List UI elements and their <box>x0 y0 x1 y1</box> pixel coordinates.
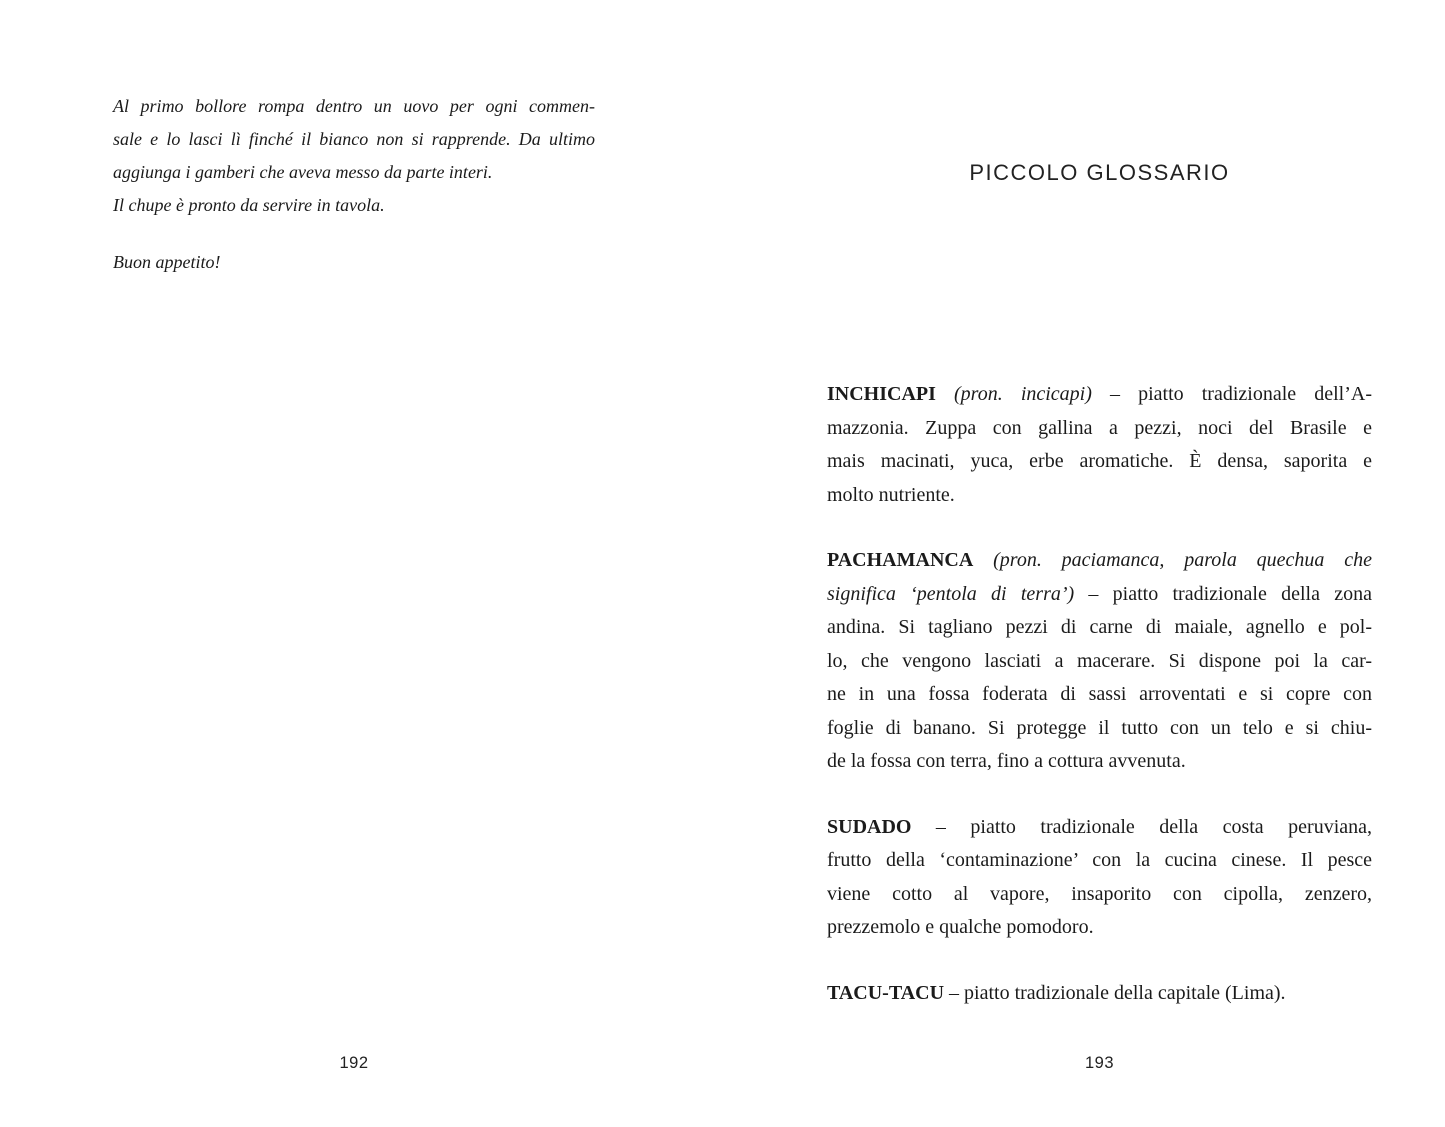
text-line: andina. Si tagliano pezzi di carne di maiale, agnello e pol- <box>827 616 1372 638</box>
page-number-right: 193 <box>1084 1054 1115 1072</box>
text-line: frutto della ‘contaminazione’ con la cucina cinese. Il pesce <box>827 849 1372 871</box>
text-line: lo, che vengono lasciati a macerare. Si dispone poi la car- <box>827 649 1372 672</box>
text-line: molto nutriente. <box>827 483 955 506</box>
text-line: Al primo bollore rompa dentro un uovo per ogni commen- <box>113 96 595 116</box>
page-number-left: 192 <box>339 1054 369 1072</box>
text-line: TACU-TACU – piatto tradizionale della capitale (Lima). <box>827 981 1286 1004</box>
text-line: de la fossa con terra, fino a cottura avvenuta. <box>827 750 1186 772</box>
text-line: sale e lo lasci lì finché il bianco non si rapprende. Da ultimo <box>113 129 595 149</box>
recipe-instructions-paragraph <box>113 90 595 189</box>
text-line: significa ‘pentola di terra’) – piatto tradizionale della zona <box>827 582 1372 605</box>
glossary-entries <box>827 378 1372 1042</box>
text-line: mazzonia. Zuppa con gallina a pezzi, noci del Brasile e <box>827 416 1372 439</box>
glossary-entry-tacu-tacu <box>827 977 1372 1011</box>
text-line: prezzemolo e qualche pomodoro. <box>827 916 1094 938</box>
glossary-entry-pachamanca <box>827 544 1372 779</box>
text-line: INCHICAPI (pron. incicapi) – piatto tradizionale dell’A- <box>827 383 1372 405</box>
text-line: viene cotto al vapore, insaporito con cipolla, zenzero, <box>827 882 1372 905</box>
recipe-serving-paragraph <box>113 189 595 222</box>
glossary-heading: PICCOLO GLOSSARIO <box>969 160 1230 185</box>
text-line: aggiunga i gamberi che aveva messo da parte interi. <box>113 162 493 182</box>
text-line: foglie di banano. Si protegge il tutto con un telo e si chiu- <box>827 716 1372 739</box>
text-line: mais macinati, yuca, erbe aromatiche. È densa, saporita e <box>827 450 1372 472</box>
text-line: PACHAMANCA (pron. paciamanca, parola quechua che <box>827 549 1373 571</box>
closing-phrase: Buon appetito! <box>113 252 221 272</box>
text-line: ne in una fossa foderata di sassi arroventati e si copre con <box>827 683 1372 705</box>
left-page-text <box>113 90 595 279</box>
glossary-entry-sudado <box>827 811 1372 945</box>
text-line: Il chupe è pronto da servire in tavola. <box>113 195 385 215</box>
glossary-entry-inchicapi <box>827 378 1372 512</box>
text-line: SUDADO – piatto tradizionale della costa peruviana, <box>827 815 1372 838</box>
